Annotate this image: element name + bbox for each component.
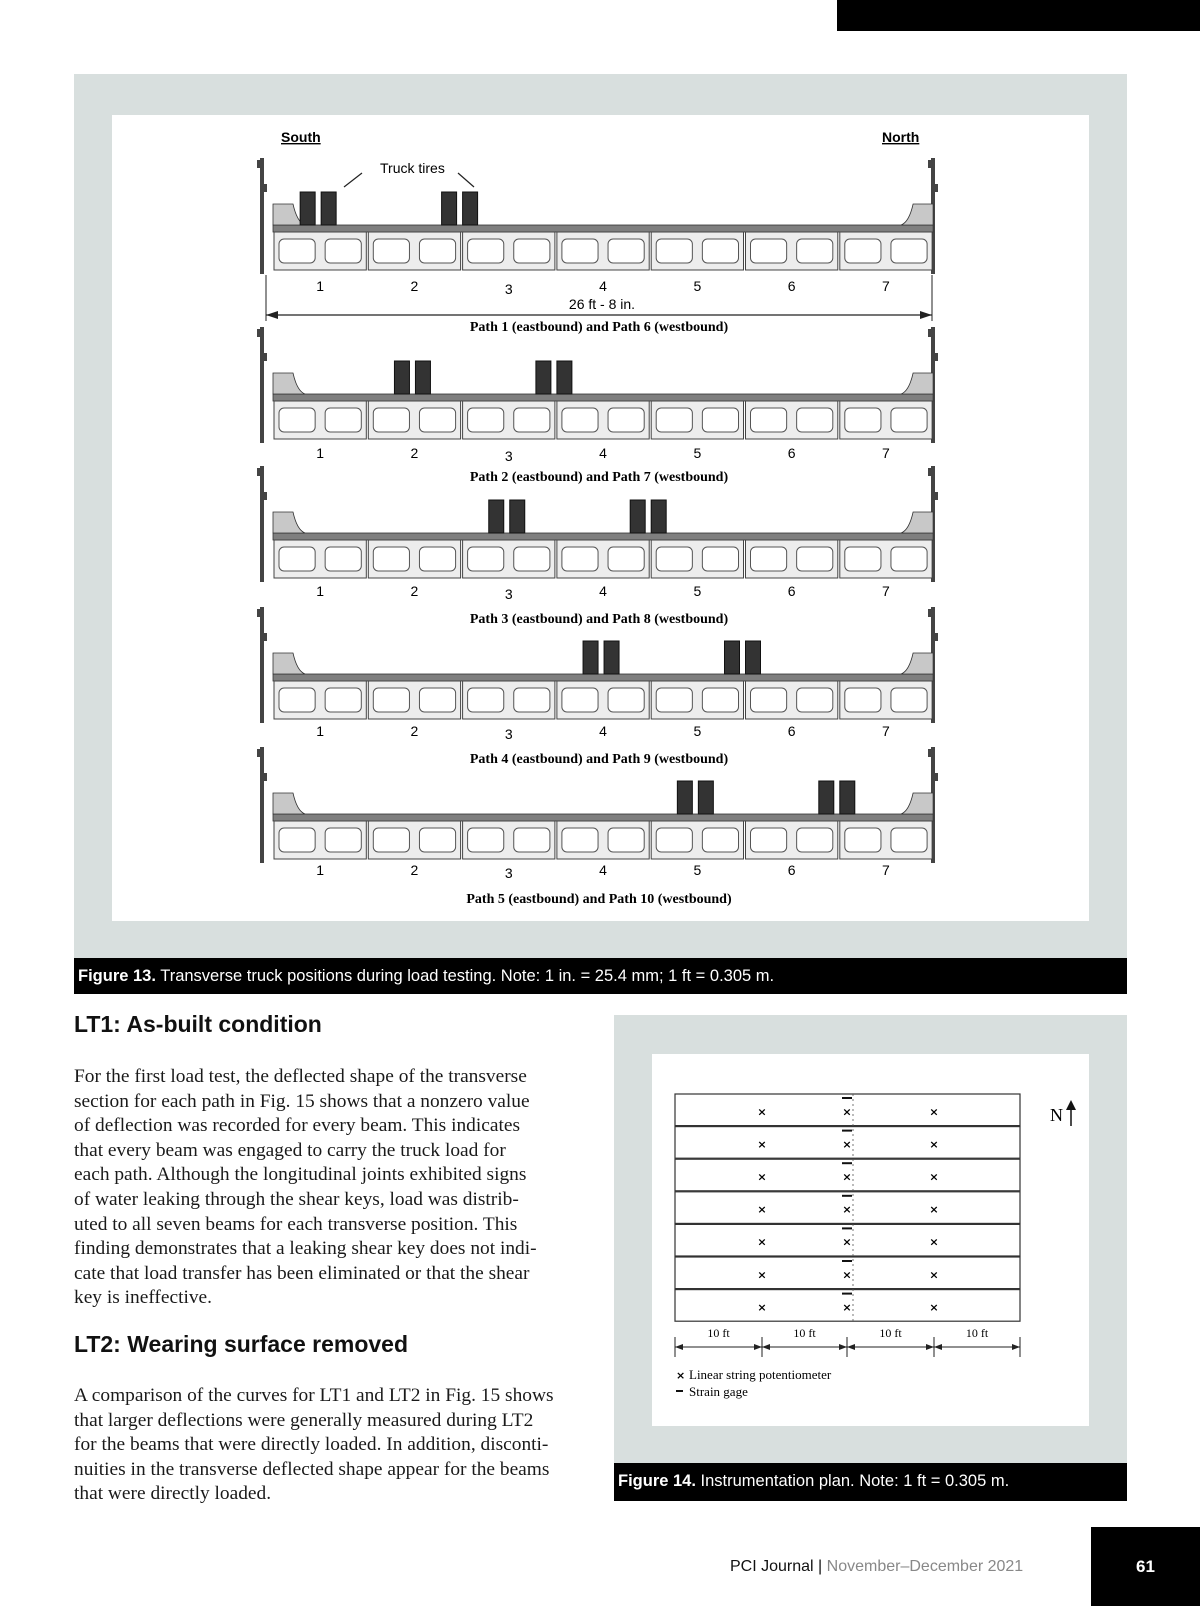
beam-void	[797, 547, 833, 571]
beam-number: 1	[316, 278, 325, 294]
beam-void	[751, 688, 787, 712]
potentiometer-mark: ×	[757, 1203, 767, 1217]
potentiometer-mark: ×	[842, 1268, 852, 1282]
post-cap	[928, 160, 932, 168]
beam-void	[845, 547, 881, 571]
span-arrow	[934, 1344, 942, 1350]
beam-void	[514, 547, 550, 571]
beam-number: 4	[599, 583, 607, 599]
curb-south	[273, 793, 305, 814]
text-line: of deflection was recorded for every beam. This indicates	[74, 1115, 520, 1137]
potentiometer-mark: ×	[929, 1268, 939, 1282]
beam-number: 7	[882, 723, 890, 739]
wearing-surface	[273, 674, 933, 681]
beam-void	[279, 688, 315, 712]
truck-tire	[442, 192, 457, 225]
dimension-label: 26 ft - 8 in.	[568, 296, 636, 312]
end-post	[260, 158, 264, 274]
lt1-paragraph	[74, 1065, 584, 1311]
figure-13-diagram	[112, 115, 1089, 921]
beam-number: 2	[410, 445, 419, 461]
truck-tire	[677, 781, 692, 814]
wearing-surface	[273, 394, 933, 401]
beam-number: 3	[504, 865, 513, 881]
beam-void	[751, 547, 787, 571]
truck-tire	[651, 500, 666, 533]
truck-tire	[583, 641, 598, 674]
post-cap	[928, 749, 932, 757]
figure-13-panel	[112, 115, 1089, 921]
dimension-arrow	[920, 311, 932, 319]
post-cap	[934, 773, 938, 781]
post-cap	[934, 353, 938, 361]
beam-void	[373, 688, 409, 712]
legend-potentiometer-label: Linear string potentiometer	[689, 1367, 832, 1382]
truck-tire	[746, 641, 761, 674]
north-label: North	[882, 129, 920, 145]
truck-tire	[557, 361, 572, 394]
post-cap	[257, 609, 261, 617]
span-arrow	[839, 1344, 847, 1350]
beam-number: 6	[787, 862, 796, 878]
beam-void	[468, 239, 504, 263]
potentiometer-mark: ×	[757, 1300, 767, 1314]
span-arrow	[675, 1344, 683, 1350]
beam-void	[562, 239, 598, 263]
potentiometer-mark: ×	[757, 1137, 767, 1151]
beam-void	[751, 239, 787, 263]
beam-void	[419, 239, 455, 263]
potentiometer-mark: ×	[842, 1105, 852, 1119]
text-line: key is ineffective.	[74, 1287, 213, 1309]
path-label: Path 5 (eastbound) and Path 10 (westbound)	[466, 892, 732, 907]
curb-south	[273, 512, 305, 533]
beam-number: 5	[693, 723, 702, 739]
beam-number: 5	[693, 583, 702, 599]
beam-void	[891, 688, 927, 712]
beam-void	[373, 239, 409, 263]
dimension-arrow	[266, 311, 278, 319]
beam-void	[562, 408, 598, 432]
span-label: 10 ft	[793, 1326, 816, 1340]
potentiometer-mark: ×	[757, 1170, 767, 1184]
beam-number: 4	[599, 278, 607, 294]
beam-void	[419, 828, 455, 852]
north-arrow-head-icon	[1066, 1100, 1076, 1110]
beam-void	[797, 828, 833, 852]
beam-number: 3	[504, 281, 513, 297]
beam-void	[562, 688, 598, 712]
path-label: Path 1 (eastbound) and Path 6 (westbound)	[469, 320, 729, 335]
journal-name: PCI Journal	[730, 1558, 814, 1575]
potentiometer-mark: ×	[842, 1235, 852, 1249]
truck-tire	[300, 192, 315, 225]
text-line: uted to all seven beams for each transverse position. This	[74, 1213, 518, 1235]
span-label: 10 ft	[879, 1326, 902, 1340]
beam-void	[656, 547, 692, 571]
beam-number: 5	[693, 445, 702, 461]
lt1-heading: LT1: As-built condition	[74, 1011, 322, 1037]
figure-14-panel	[652, 1054, 1089, 1426]
post-cap	[257, 329, 261, 337]
post-cap	[934, 492, 938, 500]
truck-tire	[819, 781, 834, 814]
beam-void	[325, 547, 361, 571]
beam-number: 7	[882, 445, 890, 461]
beam-void	[468, 547, 504, 571]
post-cap	[257, 160, 261, 168]
beam-number: 1	[316, 445, 325, 461]
text-line: that were directly loaded.	[74, 1483, 272, 1505]
text-line: A comparison of the curves for LT1 and LT2 in Fig. 15 shows	[74, 1385, 554, 1406]
text-line: of water leaking through the shear keys, load was distrib-	[74, 1188, 519, 1210]
wearing-surface	[273, 533, 933, 540]
beam-number: 6	[787, 278, 796, 294]
post-cap	[928, 468, 932, 476]
curb-north	[901, 512, 933, 533]
text-line: For the first load test, the deflected shape of the transverse	[74, 1066, 527, 1087]
beam-void	[279, 239, 315, 263]
beam-void	[468, 828, 504, 852]
beam-void	[797, 408, 833, 432]
span-arrow	[926, 1344, 934, 1350]
beam-void	[702, 547, 738, 571]
post-cap	[928, 329, 932, 337]
beam-number: 1	[316, 583, 325, 599]
span-arrow	[1012, 1344, 1020, 1350]
beam-void	[562, 547, 598, 571]
beam-void	[797, 688, 833, 712]
truck-tire	[840, 781, 855, 814]
post-cap	[263, 492, 267, 500]
beam-number: 4	[599, 862, 607, 878]
beam-void	[562, 828, 598, 852]
post-cap	[934, 633, 938, 641]
post-cap	[263, 773, 267, 781]
lt2-paragraph	[74, 1384, 584, 1507]
beam-void	[279, 547, 315, 571]
beam-void	[845, 688, 881, 712]
beam-number: 4	[599, 445, 607, 461]
potentiometer-mark: ×	[929, 1235, 939, 1249]
beam-void	[279, 828, 315, 852]
text-line: for the beams that were directly loaded. In addition, disconti-	[74, 1434, 549, 1456]
text-line: nuities in the transverse deflected shape appear for the beams	[74, 1458, 550, 1480]
footer-journal	[730, 1558, 1023, 1576]
figure-13-caption-label: Figure 13.	[78, 967, 156, 985]
curb-south	[273, 373, 305, 394]
truck-tire	[415, 361, 430, 394]
path-label: Path 2 (eastbound) and Path 7 (westbound)	[469, 470, 729, 485]
end-post	[260, 747, 264, 863]
beam-number: 2	[410, 862, 419, 878]
beam-number: 7	[882, 278, 890, 294]
potentiometer-mark: ×	[757, 1268, 767, 1282]
post-cap	[257, 749, 261, 757]
beam-void	[656, 828, 692, 852]
figure-13-caption	[74, 958, 1127, 994]
curb-north	[901, 204, 933, 225]
curb-north	[901, 653, 933, 674]
beam-number: 7	[882, 583, 890, 599]
potentiometer-mark: ×	[842, 1300, 852, 1314]
figure-14-caption	[614, 1463, 1127, 1501]
header-bar	[837, 0, 1200, 31]
beam-number: 7	[882, 862, 890, 878]
south-label: South	[281, 129, 321, 145]
span-label: 10 ft	[965, 1326, 989, 1340]
beam-void	[702, 239, 738, 263]
curb-north	[901, 793, 933, 814]
post-cap	[934, 184, 938, 192]
tire-arrow	[458, 173, 474, 187]
beam-void	[373, 408, 409, 432]
truck-tire	[489, 500, 504, 533]
footer-separator: |	[818, 1558, 823, 1575]
beam-number: 1	[316, 723, 325, 739]
text-line: that every beam was engaged to carry the truck load for	[74, 1139, 506, 1161]
beam-void	[373, 547, 409, 571]
beam-void	[656, 239, 692, 263]
beam-number: 6	[787, 445, 796, 461]
truck-tire	[321, 192, 336, 225]
beam-void	[751, 408, 787, 432]
path-label: Path 3 (eastbound) and Path 8 (westbound)	[469, 612, 729, 627]
beam-void	[514, 688, 550, 712]
figure-14-caption-label: Figure 14.	[618, 1472, 696, 1490]
beam-void	[656, 408, 692, 432]
truck-tire	[536, 361, 551, 394]
beam-number: 5	[693, 278, 702, 294]
beam-void	[279, 408, 315, 432]
beam-void	[608, 408, 644, 432]
beam-number: 2	[410, 278, 419, 294]
beam-void	[325, 688, 361, 712]
beam-number: 2	[410, 723, 419, 739]
text-line: section for each path in Fig. 15 shows that a nonzero value	[74, 1090, 530, 1112]
beam-number: 3	[504, 448, 513, 464]
beam-number: 1	[316, 862, 325, 878]
potentiometer-mark: ×	[757, 1105, 767, 1119]
span-label: 10 ft	[707, 1326, 730, 1340]
page-number-box	[1091, 1527, 1200, 1606]
beam-void	[608, 688, 644, 712]
truck-tire	[394, 361, 409, 394]
beam-void	[702, 828, 738, 852]
potentiometer-mark: ×	[929, 1137, 939, 1151]
beam-void	[702, 408, 738, 432]
figure-13-caption-text: Transverse truck positions during load testing. Note: 1 in. = 25.4 mm; 1 ft = 0.305 m.	[155, 967, 775, 985]
beam-void	[325, 408, 361, 432]
beam-number: 3	[504, 726, 513, 742]
beam-number: 6	[787, 723, 796, 739]
beam-void	[608, 547, 644, 571]
beam-void	[891, 547, 927, 571]
wearing-surface	[273, 814, 933, 821]
wearing-surface	[273, 225, 933, 232]
legend-potentiometer-icon: ×	[676, 1369, 686, 1382]
potentiometer-mark: ×	[757, 1235, 767, 1249]
end-post	[260, 466, 264, 582]
truck-tire	[630, 500, 645, 533]
text-line: each path. Although the longitudinal joints exhibited signs	[74, 1164, 527, 1186]
curb-north	[901, 373, 933, 394]
beam-void	[845, 239, 881, 263]
end-post	[260, 327, 264, 443]
north-arrow-label: N	[1050, 1105, 1063, 1125]
potentiometer-mark: ×	[929, 1170, 939, 1184]
span-arrow	[754, 1344, 762, 1350]
potentiometer-mark: ×	[929, 1300, 939, 1314]
beam-void	[514, 828, 550, 852]
potentiometer-mark: ×	[842, 1137, 852, 1151]
beam-void	[797, 239, 833, 263]
beam-void	[419, 408, 455, 432]
figure-14-caption-text: Instrumentation plan. Note: 1 ft = 0.305 m.	[695, 1472, 1010, 1490]
truck-tire	[725, 641, 740, 674]
lt2-heading: LT2: Wearing surface removed	[74, 1331, 409, 1357]
beam-void	[891, 408, 927, 432]
beam-number: 2	[410, 583, 419, 599]
beam-void	[514, 408, 550, 432]
text-line: that larger deflections were generally measured during LT2	[74, 1409, 534, 1431]
beam-number: 3	[504, 586, 513, 602]
post-cap	[263, 353, 267, 361]
beam-void	[608, 828, 644, 852]
beam-void	[656, 688, 692, 712]
text-line: cate that load transfer has been eliminated or that the shear	[74, 1262, 530, 1284]
truck-tire	[463, 192, 478, 225]
truck-tires-label: Truck tires	[380, 160, 445, 176]
beam-void	[325, 239, 361, 263]
span-arrow	[847, 1344, 855, 1350]
beam-void	[845, 828, 881, 852]
truck-tire	[510, 500, 525, 533]
beam-void	[419, 688, 455, 712]
post-cap	[257, 468, 261, 476]
potentiometer-mark: ×	[929, 1203, 939, 1217]
tire-arrow	[344, 173, 362, 187]
truck-tire	[604, 641, 619, 674]
end-post	[260, 607, 264, 723]
issue-date: November–December 2021	[826, 1558, 1024, 1575]
legend-strain-label: Strain gage	[689, 1384, 748, 1399]
beam-void	[419, 547, 455, 571]
potentiometer-mark: ×	[929, 1105, 939, 1119]
beam-number: 5	[693, 862, 702, 878]
text-line: finding demonstrates that a leaking shear key does not indi-	[74, 1238, 537, 1260]
span-arrow	[762, 1344, 770, 1350]
beam-void	[608, 239, 644, 263]
beam-void	[751, 828, 787, 852]
beam-void	[373, 828, 409, 852]
beam-void	[468, 408, 504, 432]
beam-void	[891, 828, 927, 852]
beam-void	[468, 688, 504, 712]
curb-south	[273, 653, 305, 674]
beam-void	[325, 828, 361, 852]
post-cap	[928, 609, 932, 617]
post-cap	[263, 633, 267, 641]
beam-void	[702, 688, 738, 712]
beam-number: 4	[599, 723, 607, 739]
beam-void	[891, 239, 927, 263]
page-number: 61	[1136, 1557, 1155, 1576]
figure-14-diagram	[652, 1054, 1089, 1426]
beam-number: 6	[787, 583, 796, 599]
beam-void	[845, 408, 881, 432]
path-label: Path 4 (eastbound) and Path 9 (westbound)	[469, 752, 729, 767]
truck-tire	[698, 781, 713, 814]
post-cap	[263, 184, 267, 192]
beam-void	[514, 239, 550, 263]
potentiometer-mark: ×	[842, 1203, 852, 1217]
potentiometer-mark: ×	[842, 1170, 852, 1184]
